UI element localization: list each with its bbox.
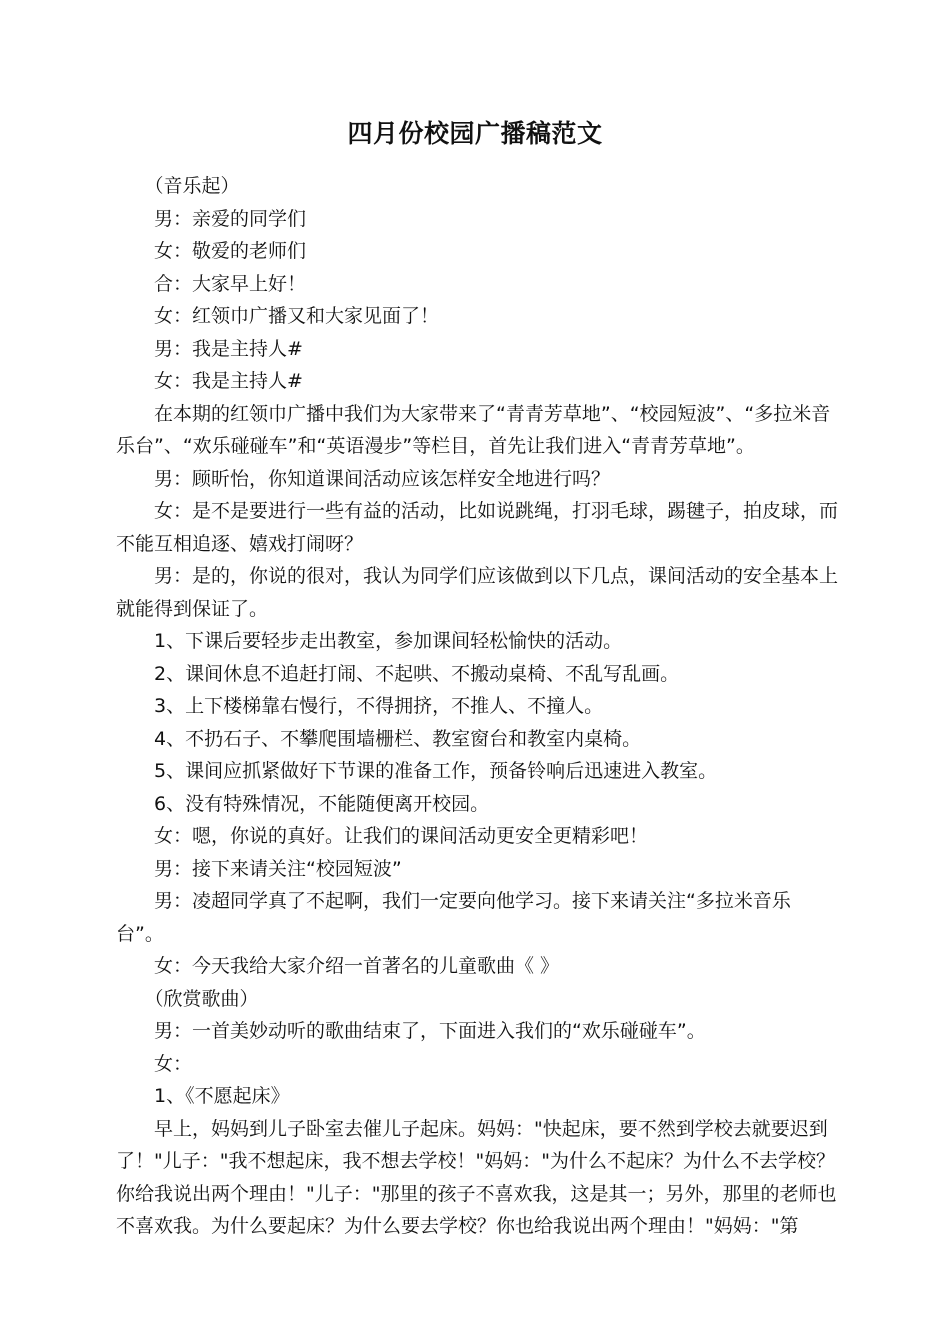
document-body	[116, 170, 838, 1243]
paragraph: 女：敬爱的老师们	[154, 240, 307, 262]
paragraph: 男：亲爱的同学们	[154, 207, 307, 230]
paragraph: 2、课间休息不追赶打闹、不起哄、不搬动桌椅、不乱写乱画。	[154, 662, 680, 685]
paragraph: 6、没有特殊情况，不能随便离开校园。	[154, 792, 490, 815]
paragraph: 在本期的红领巾广播中我们为大家带来了“青青芳草地”、“校园短波”、“多拉米音乐台”、“欢乐碰碰车”和“英语漫步”等栏目，首先让我们进入“青青芳草地”。	[116, 402, 831, 457]
paragraph: 女：嗯，你说的真好。让我们的课间活动更安全更精彩吧！	[154, 825, 649, 847]
paragraph: 女：红领巾广播又和大家见面了！	[154, 305, 440, 327]
paragraph: 3、上下楼梯靠右慢行，不得拥挤，不推人、不撞人。	[154, 695, 604, 717]
paragraph: 1、《不愿起床》	[154, 1085, 290, 1107]
paragraph: （音乐起）	[144, 175, 240, 197]
paragraph: 早上，妈妈到儿子卧室去催儿子起床。妈妈："快起床，要不然到学校去就要迟到了！"儿子："我不想起床，我不想去学校！"妈妈："为什么不起床？为什么不去学校？你给我说出两个理由！"儿子："那里的孩子不喜欢我，这是其一；另外，那里的老师也不喜欢我。为什么要起床？为什么要去学校？你也给我说出两个理由！"妈妈："第	[116, 1117, 837, 1237]
paragraph: 5、课间应抓紧做好下节课的准备工作，预备铃响后迅速进入教室。	[154, 760, 718, 782]
paragraph: （欣赏歌曲）	[144, 987, 259, 1010]
paragraph: 女：我是主持人#	[154, 370, 303, 392]
paragraph: 男：凌超同学真了不起啊，我们一定要向他学习。接下来请关注“多拉米音乐台”。	[116, 890, 791, 945]
paragraph: 男：是的，你说的很对，我认为同学们应该做到以下几点，课间活动的安全基本上就能得到保证了。	[116, 565, 839, 620]
paragraph: 男：一首美妙动听的歌曲结束了，下面进入我们的“欢乐碰碰车”。	[154, 1020, 706, 1042]
paragraph: 男：我是主持人#	[154, 337, 303, 360]
paragraph: 1、下课后要轻步走出教室，参加课间轻松愉快的活动。	[154, 630, 623, 652]
paragraph: 4、不扔石子、不攀爬围墙栅栏、教室窗台和教室内桌椅。	[154, 727, 642, 750]
paragraph: 男：接下来请关注“校园短波”	[154, 857, 402, 880]
paragraph: 女：是不是要进行一些有益的活动，比如说跳绳，打羽毛球，踢毽子，拍皮球，而不能互相追逐、嬉戏打闹呀？	[116, 500, 839, 555]
paragraph: 女：	[154, 1052, 193, 1075]
document-title: 四月份校园广播稿范文	[347, 119, 603, 148]
paragraph: 合：大家早上好！	[154, 272, 307, 295]
paragraph: 男：顾昕怡，你知道课间活动应该怎样安全地进行吗？	[154, 467, 611, 490]
paragraph: 女：今天我给大家介绍一首著名的儿童歌曲《 》	[154, 955, 560, 977]
